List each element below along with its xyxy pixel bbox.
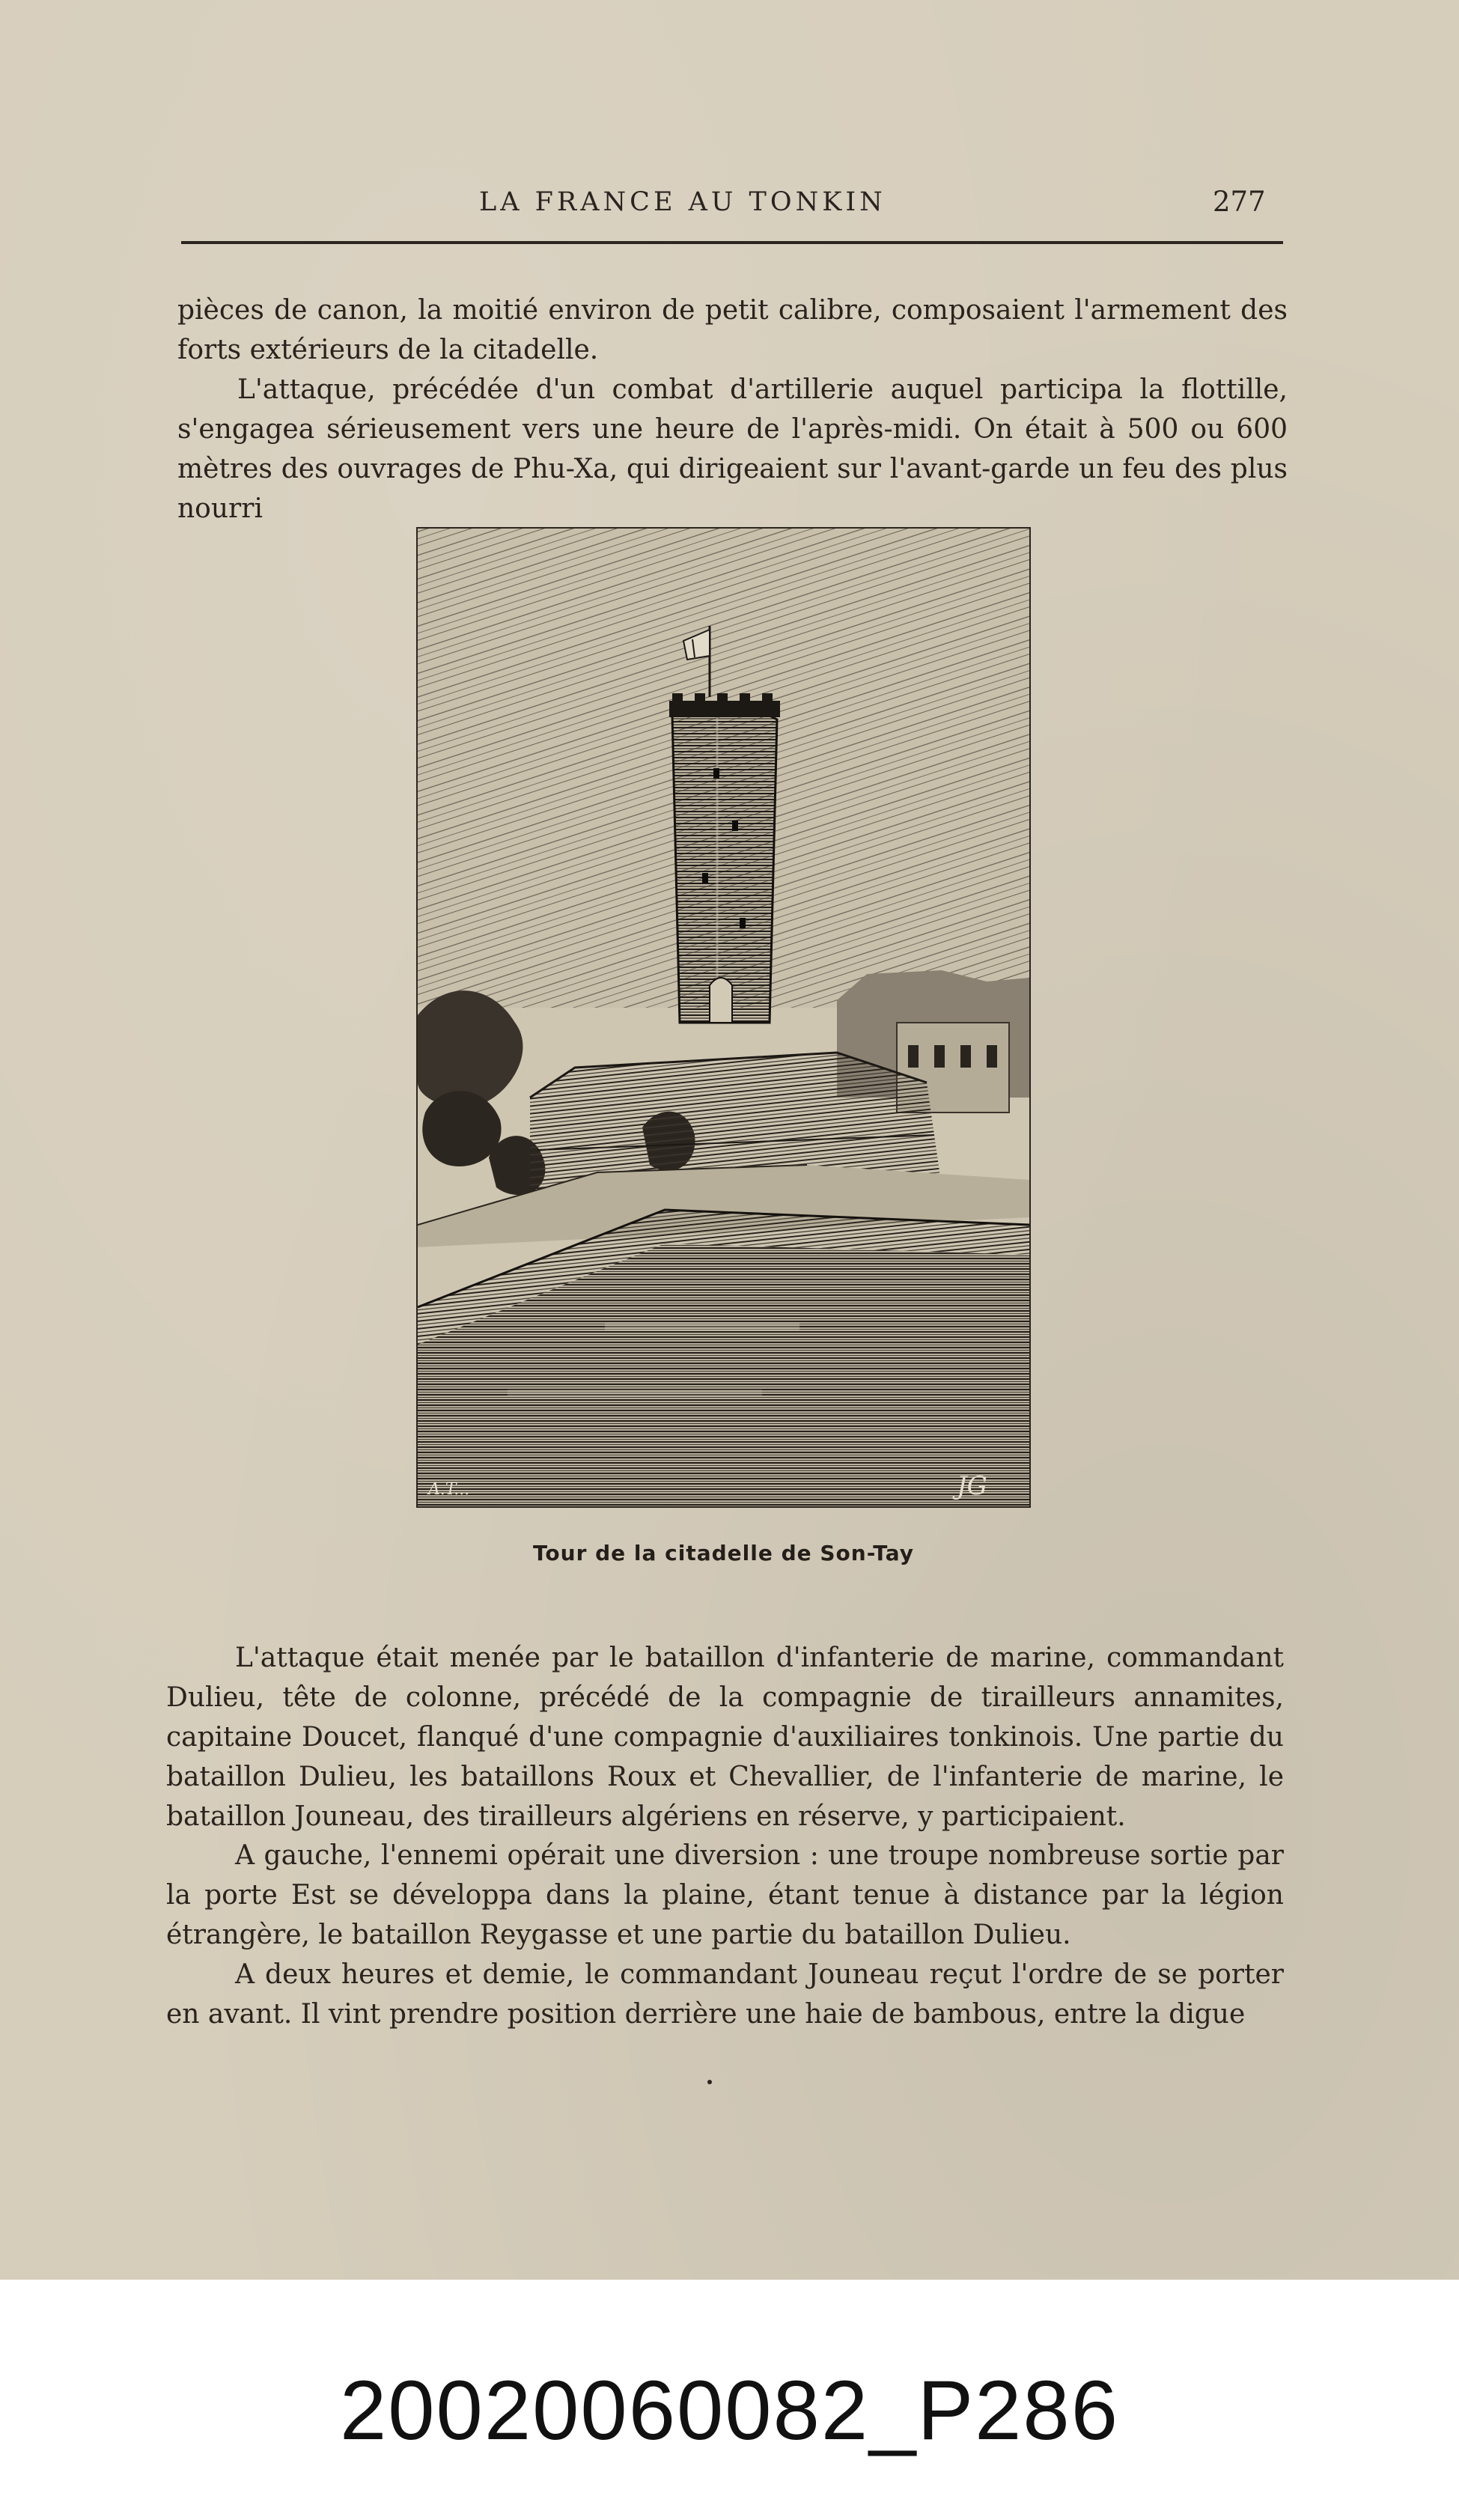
running-header-title: LA FRANCE AU TONKIN <box>479 187 886 217</box>
paragraph-3: L'attaque était menée par le bataillon d'infanterie de marine, commandant Dulieu, tête de colonne, précédé de la compagnie de tirailleurs annamites, capitaine Doucet, flanqué d'une compagnie d'auxiliaires tonkinois. Une partie du bataillon Dulieu, les bataillons Roux et Chevallier, de l'infanterie de marine, le bataillon Jouneau, des tirailleurs algériens en réserve, y participaient. <box>166 1643 1284 1832</box>
paragraph-2: L'attaque, précédée d'un combat d'artillerie auquel participa la flottille, s'engagea sérieusement vers une heure de l'après-midi. On était à 500 ou 600 mètres des ouvrages de Phu-Xa, qui dirigeaient sur l'avant-garde un feu des plus nourri <box>177 374 1288 524</box>
header-rule <box>181 241 1283 244</box>
paragraph-5: A deux heures et demie, le commandant Jouneau reçut l'ordre de se porter en avant. Il vint prendre position derrière une haie de bambous, entre la digue <box>166 1959 1284 2030</box>
figure-caption: Tour de la citadelle de Son-Tay <box>533 1541 914 1565</box>
engraver-signature-left: A.T... <box>428 1480 470 1499</box>
page-number: 277 <box>1213 186 1266 218</box>
tower-engraving <box>416 527 1031 1508</box>
engraver-signature-right: JG <box>957 1471 987 1501</box>
ink-dot <box>707 2080 712 2084</box>
paragraph-4: A gauche, l'ennemi opérait une diversion : une troupe nombreuse sortie par la porte Est se développa dans la plaine, étant tenue à distance par la légion étrangère, le bataillon Reygasse et une partie du bataillon Dulieu. <box>166 1840 1284 1950</box>
archive-identifier: 20020060082_P286 <box>339 2364 1120 2457</box>
paragraph-1: pièces de canon, la moitié environ de petit calibre, composaient l'armement des forts extérieurs de la citadelle. <box>177 295 1288 365</box>
